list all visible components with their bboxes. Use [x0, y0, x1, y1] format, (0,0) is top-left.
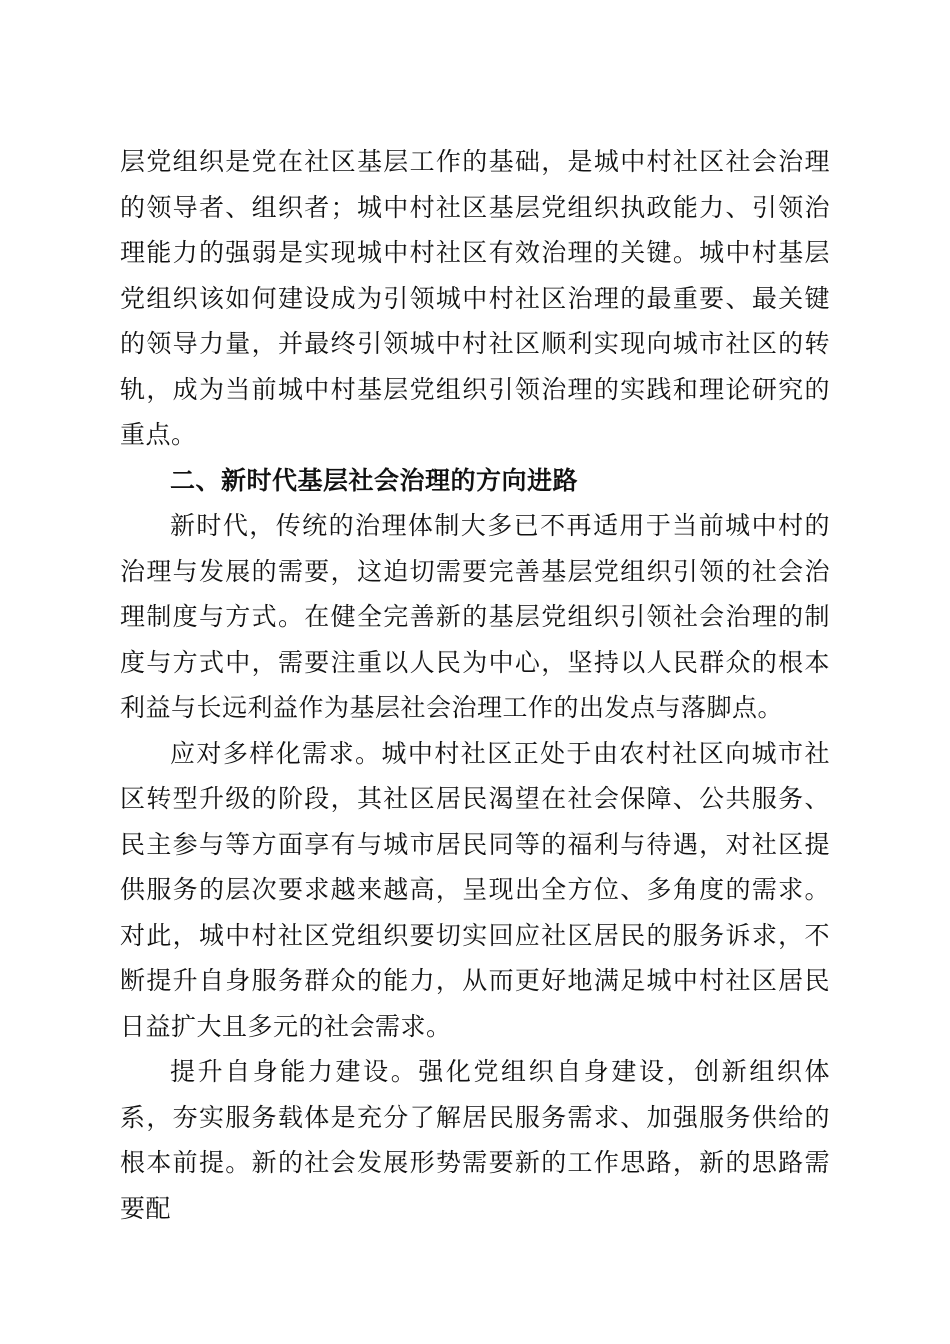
- section-heading: 二、新时代基层社会治理的方向进路: [170, 465, 579, 495]
- body-paragraph: 应对多样化需求。城中村社区正处于由农村社区向城市社区转型升级的阶段，其社区居民渴望在社会保障、公共服务、民主参与等方面享有与城市居民同等的福利与待遇，对社区提供服务的层次要求越来越高，呈现出全方位、多角度的需求。对此，城中村社区党组织要切实回应社区居民的服务诉求，不断提升自身服务群众的能力，从而更好地满足城中村社区居民日益扩大且多元的社会需求。: [120, 738, 830, 1041]
- body-paragraph-continued: 层党组织是党在社区基层工作的基础，是城中村社区社会治理的领导者、组织者；城中村社区基层党组织执政能力、引领治理能力的强弱是实现城中村社区有效治理的关键。城中村基层党组织该如何建设成为引领城中村社区治理的最重要、最关键的领导力量，并最终引领城中村社区顺利实现向城市社区的转轨，成为当前城中村基层党组织引领治理的实践和理论研究的重点。: [120, 147, 830, 449]
- document-page: [120, 139, 830, 1231]
- body-paragraph: 提升自身能力建设。强化党组织自身建设，创新组织体系，夯实服务载体是充分了解居民服务需求、加强服务供给的根本前提。新的社会发展形势需要新的工作思路，新的思路需要配: [120, 1057, 830, 1223]
- body-paragraph: 新时代，传统的治理体制大多已不再适用于当前城中村的治理与发展的需要，这迫切需要完善基层党组织引领的社会治理制度与方式。在健全完善新的基层党组织引领社会治理的制度与方式中，需要注重以人民为中心，坚持以人民群众的根本利益与长远利益作为基层社会治理工作的出发点与落脚点。: [120, 511, 830, 722]
